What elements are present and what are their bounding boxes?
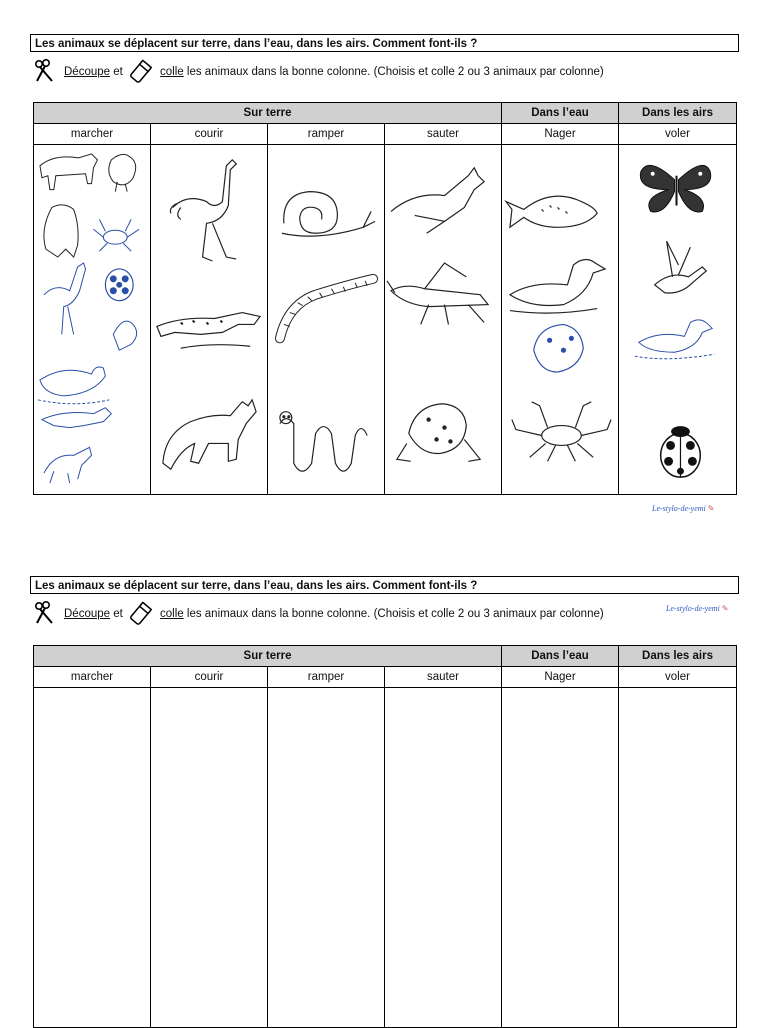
grasshopper-image [387, 263, 488, 324]
duck-blue-image [38, 367, 109, 404]
cut-word: Découpe [64, 66, 111, 78]
glue-stick-icon [126, 59, 156, 85]
hen-image [109, 154, 136, 191]
pencil-character-icon: ✎ [721, 604, 729, 613]
duck-image [510, 259, 605, 313]
cheetah-blue-image [42, 408, 111, 428]
butterfly-image [640, 165, 710, 212]
bird-image [655, 241, 707, 293]
frog-blue-image [534, 324, 584, 372]
brand-text: Le-stylo-de-yemi [666, 604, 720, 613]
brand-text: Le-stylo-de-yemi [652, 504, 706, 513]
crawl-animals-group [268, 145, 384, 494]
fish-image [506, 196, 597, 227]
worksheet-title: Les animaux se déplacent sur terre, dans l’eau, dans les airs. Comment font-ils ? [30, 576, 739, 594]
worksheet-title: Les animaux se déplacent sur terre, dans l’eau, dans les airs. Comment font-ils ? [30, 34, 739, 52]
worm-image [280, 279, 373, 338]
fly-animals-group [619, 145, 736, 494]
cell-fly [619, 145, 737, 495]
ladybug-blue-image [105, 269, 133, 301]
frog-image [397, 404, 480, 462]
cell-run [151, 145, 268, 495]
run-animals-group [151, 145, 267, 494]
column-header-fly: voler [619, 124, 737, 145]
and-word: et [110, 608, 127, 620]
sorting-table [33, 102, 737, 495]
and-word: et [110, 66, 127, 78]
column-header-swim: Nager [502, 667, 619, 688]
ladybug-image [661, 427, 701, 478]
glue-stick-icon [126, 601, 156, 627]
group-header-air: Dans les airs [619, 103, 737, 124]
crab-image [512, 402, 611, 461]
sorting-table [33, 645, 737, 1028]
cow-image [40, 154, 98, 190]
ostrich-image [170, 160, 236, 261]
snail-image [282, 192, 375, 237]
kangaroo-image [391, 168, 484, 233]
swim-animals-group [502, 145, 618, 494]
column-header-run: courir [151, 667, 268, 688]
column-header-walk: marcher [34, 667, 151, 688]
jump-animals-group [385, 145, 501, 494]
cell-crawl [268, 145, 385, 495]
glue-word: colle [160, 608, 184, 620]
fox-blue-image [44, 447, 92, 483]
group-header-water: Dans l’eau [502, 103, 619, 124]
instructions [32, 57, 604, 87]
cell-jump [385, 145, 502, 495]
empty-cell-swim[interactable] [502, 688, 619, 1028]
cheetah-image [157, 313, 260, 349]
column-header-walk: marcher [34, 124, 151, 145]
empty-cell-fly[interactable] [619, 688, 737, 1028]
scissors-icon [32, 601, 58, 627]
column-header-crawl: ramper [268, 667, 385, 688]
brand-logo [652, 504, 714, 513]
group-header-land: Sur terre [34, 646, 502, 667]
instruction-rest: les animaux dans la bonne colonne. (Choisis et colle 2 ou 3 animaux par colonne) [183, 66, 604, 78]
group-header-air: Dans les airs [619, 646, 737, 667]
column-header-swim: Nager [502, 124, 619, 145]
snake-image [280, 412, 367, 471]
group-header-land: Sur terre [34, 103, 502, 124]
cell-swim [502, 145, 619, 495]
cell-walk [34, 145, 151, 495]
column-header-jump: sauter [385, 124, 502, 145]
empty-cell-run[interactable] [151, 688, 268, 1028]
empty-cell-crawl[interactable] [268, 688, 385, 1028]
empty-cell-walk[interactable] [34, 688, 151, 1028]
scissors-icon [32, 59, 58, 85]
column-header-jump: sauter [385, 667, 502, 688]
bird-blue-image [113, 321, 136, 350]
group-header-water: Dans l’eau [502, 646, 619, 667]
ostrich-blue-image [44, 263, 86, 334]
instruction-rest: les animaux dans la bonne colonne. (Choisis et colle 2 ou 3 animaux par colonne) [183, 608, 604, 620]
fox-image [163, 400, 256, 469]
column-header-fly: voler [619, 667, 737, 688]
instructions [32, 599, 604, 629]
brand-logo [666, 604, 728, 613]
gorilla-image [44, 205, 78, 257]
pencil-character-icon: ✎ [707, 504, 715, 513]
cut-word: Découpe [64, 608, 111, 620]
column-header-crawl: ramper [268, 124, 385, 145]
duck-small-blue-image [635, 320, 714, 359]
glue-word: colle [160, 66, 184, 78]
empty-cell-jump[interactable] [385, 688, 502, 1028]
cutout-animals-group [34, 145, 150, 494]
column-header-run: courir [151, 124, 268, 145]
crab-blue-image [93, 219, 139, 251]
